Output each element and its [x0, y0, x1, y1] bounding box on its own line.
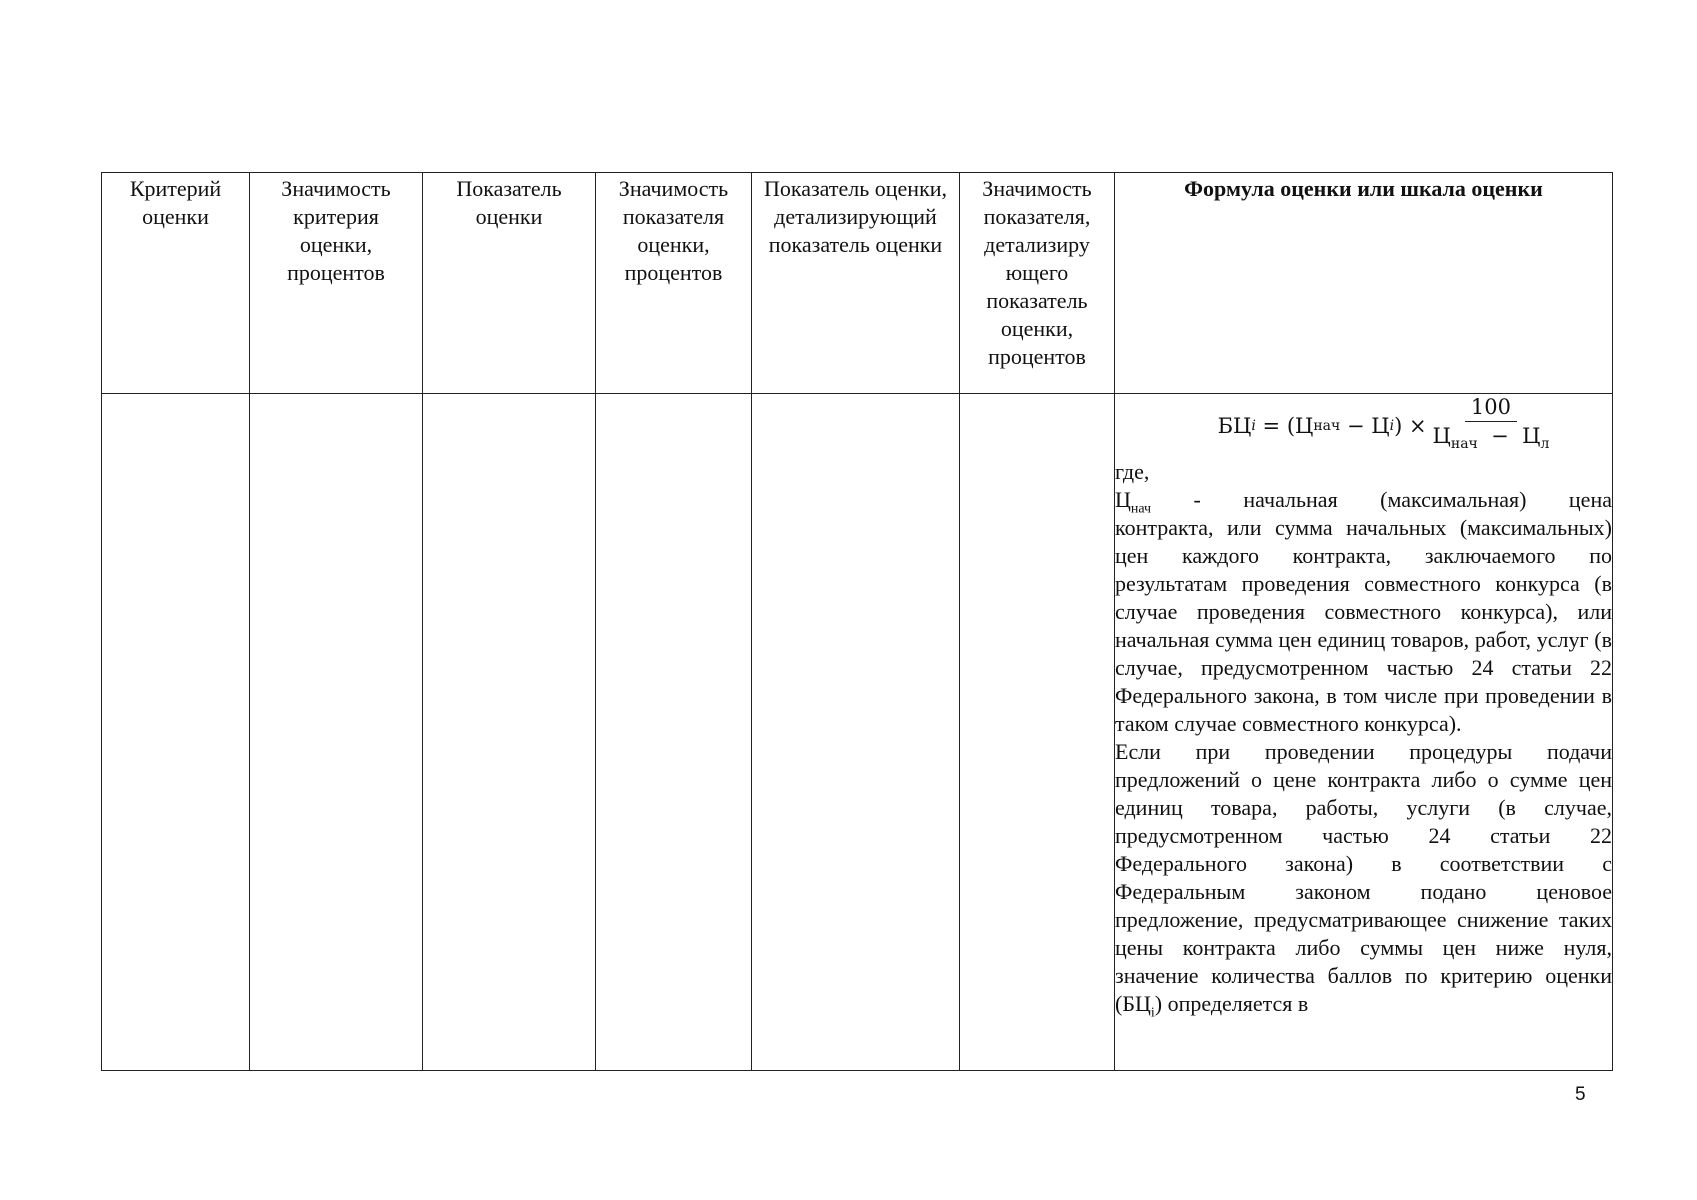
cell-criterion-weight — [250, 394, 423, 1071]
formula-numerator: 100 — [1465, 395, 1517, 422]
cell-detail-indicator — [752, 394, 960, 1071]
cell-indicator — [423, 394, 596, 1071]
table-row — [102, 394, 1613, 1071]
cell-formula — [1115, 394, 1613, 1071]
cell-criterion — [102, 394, 250, 1071]
header-criterion: Критерий оценки — [102, 173, 250, 394]
header-detail-indicator-weight: Значимость показателя, детализиру ющего показатель оценки, процентов — [960, 173, 1115, 394]
evaluation-criteria-table — [101, 172, 1613, 1071]
header-criterion-weight: Значимость критерия оценки, процентов — [250, 173, 423, 394]
header-detail-indicator: Показатель оценки, детализирующий показатель оценки — [752, 173, 960, 394]
cell-detail-indicator-weight — [960, 394, 1115, 1071]
negative-price-paragraph: Если при проведении процедуры подачи предложений о цене контракта либо о сумме цен единиц товара, работы, услуги (в случае, предусмотренном частью 24 статьи 22 Федерального закона) в соответствии с Федеральным законом подано ценовое предложение, предусматривающее снижение таких цены контракта либо суммы цен ниже нуля, значение количества баллов по критерию оценки $(БЦ_i)$ определяется в — [1115, 739, 1612, 1021]
definition-first-line: $Ц_{нач}$ - начальная (максимальная) цена — [1115, 487, 1612, 517]
header-formula: Формула оценки или шкала оценки — [1115, 173, 1613, 394]
page-number: 5 — [1575, 1084, 1586, 1105]
formula-denominator: $Ц_{нач} - Ц_л$ — [1432, 424, 1550, 453]
header-indicator-weight: Значимость показателя оценки, процентов — [596, 173, 752, 394]
cell-indicator-weight — [596, 394, 752, 1071]
definition-text: контракта, или сумма начальных (максимальных) цен каждого контракта, заключаемого по результатам проведения совместного конкурса (в случае проведения совместного конкурса), или начальная сумма цен единиц товаров, работ, услуг (в случае, предусмотренном частью 24 статьи 22 Федерального закона, в том числе при проведении в таком случае совместного конкурса). — [1115, 515, 1612, 736]
table-header-row — [102, 173, 1613, 394]
price-score-formula: БЦ i = (Ц нач − Ц i ) × $\frac{100}{Ц_{нач} - Ц_л}$ — [1155, 394, 1612, 458]
where-label: где, — [1115, 459, 1150, 484]
formula-fraction — [1433, 395, 1550, 456]
header-indicator: Показатель оценки — [423, 173, 596, 394]
